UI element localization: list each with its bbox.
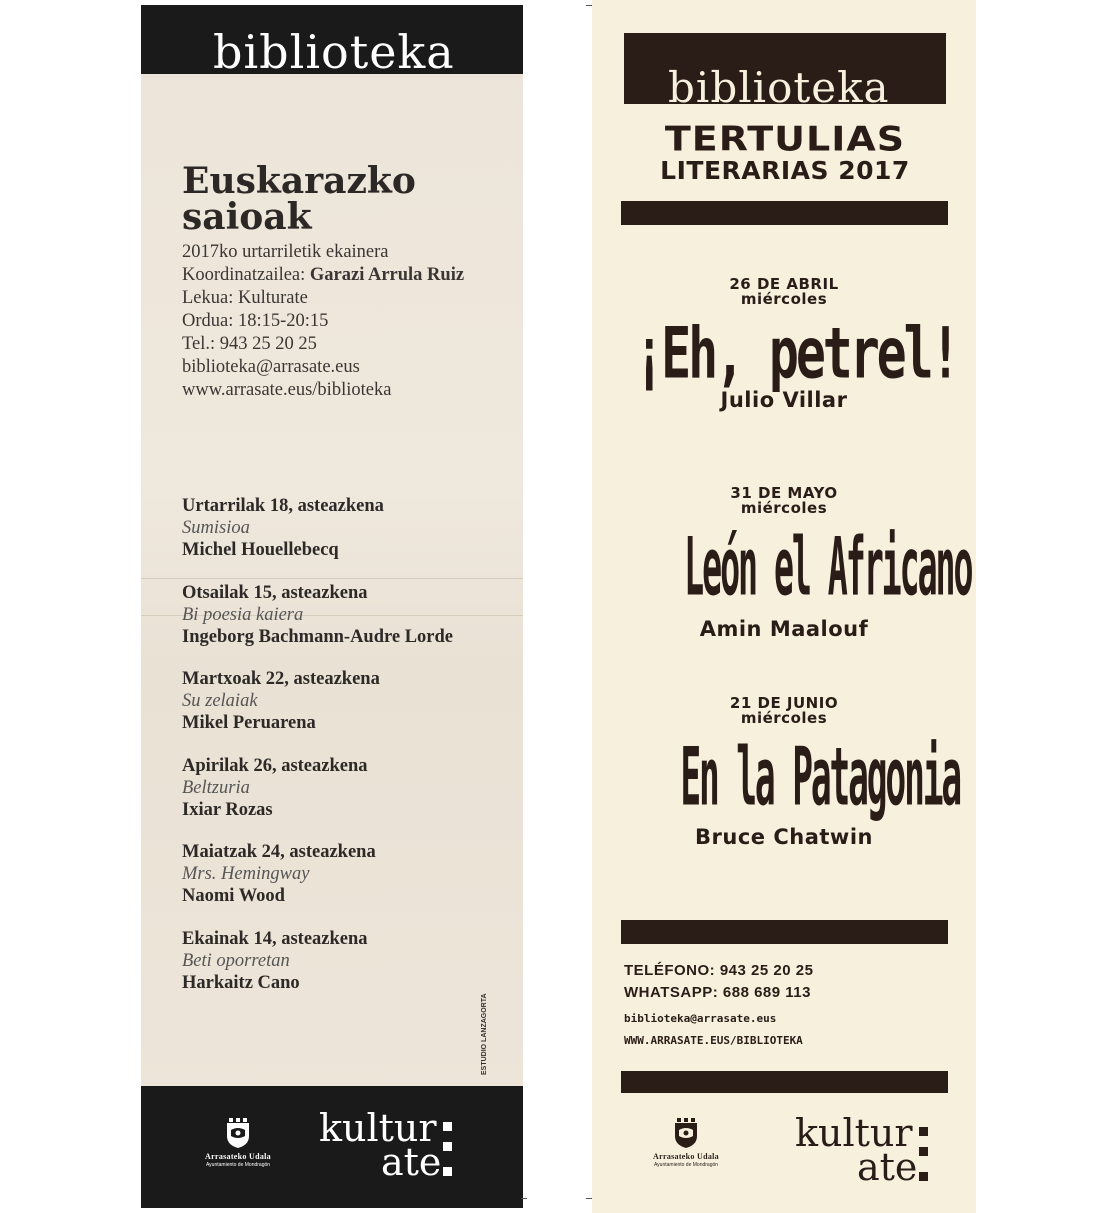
email-link[interactable]: biblioteka@arrasate.eus — [624, 1012, 777, 1025]
logo-square — [443, 1167, 452, 1176]
kulturate-logo: kultur ate — [319, 1108, 459, 1188]
biblioteka-logo: biblioteka — [668, 63, 890, 104]
page-title: Euskarazko saioak — [182, 160, 416, 238]
kulturate-logo: kultur ate — [795, 1113, 935, 1193]
hours: Ordua: 18:15-20:15 — [182, 311, 329, 331]
phone: TELÉFONO: 943 25 20 25 — [624, 962, 814, 979]
list-item — [182, 841, 512, 928]
biblioteka-logo: biblioteka — [213, 25, 455, 74]
event-day: miércoles — [740, 499, 828, 517]
council-logo: Arrasateko Udala Ayuntamiento de Mondragón — [636, 1118, 736, 1168]
footer-band — [141, 1086, 523, 1208]
list-item — [182, 755, 512, 842]
session-author: Ixiar Rozas — [182, 799, 273, 820]
divider-bar — [621, 1071, 948, 1093]
session-date: Urtarrilak 18, asteazkena — [182, 496, 384, 516]
contact-info — [624, 960, 946, 1052]
event-author: Bruce Chatwin — [695, 825, 873, 849]
header-band — [624, 33, 946, 104]
period: 2017ko urtarriletik ekainera — [182, 242, 389, 262]
coat-of-arms-icon — [225, 1118, 251, 1148]
email-link[interactable]: biblioteka@arrasate.eus — [182, 357, 360, 377]
logo-square — [443, 1122, 452, 1131]
session-author: Naomi Wood — [182, 886, 285, 906]
session-list — [182, 495, 512, 1014]
coordinator: Koordinatzailea: Garazi Arrula Ruiz — [182, 265, 465, 285]
session-book: Sumisioa — [182, 518, 250, 538]
program-info — [182, 241, 512, 402]
session-date: Maiatzak 24, asteazkena — [182, 842, 376, 862]
crop-mark — [586, 5, 592, 6]
session-author: Harkaitz Cano — [182, 972, 300, 993]
event-item — [592, 277, 976, 411]
session-author: Ingeborg Bachmann-Audre Lorde — [182, 626, 454, 647]
event-author: Julio Villar — [720, 388, 848, 412]
coat-of-arms-icon — [673, 1118, 699, 1148]
event-date: 21 DE JUNIO — [729, 694, 839, 712]
session-author: Michel Houellebecq — [182, 540, 339, 560]
header-band — [141, 5, 523, 74]
session-book: Beltzuria — [182, 777, 250, 798]
divider-bar — [621, 201, 948, 225]
web-link[interactable]: WWW.ARRASATE.EUS/BIBLIOTEKA — [624, 1034, 803, 1047]
session-book: Su zelaiak — [182, 691, 258, 711]
crop-mark — [521, 1198, 527, 1199]
event-day: miércoles — [740, 290, 828, 308]
crop-mark — [586, 1198, 592, 1199]
event-author: Amin Maalouf — [699, 617, 869, 641]
divider-bar — [621, 920, 948, 944]
event-title: En la Patagonia — [680, 731, 961, 825]
event-item — [592, 486, 976, 640]
design-credit: ESTUDIO LANZAGORTA — [481, 993, 488, 1075]
session-author: Mikel Peruarena — [182, 713, 316, 733]
web-link[interactable]: www.arrasate.eus/biblioteka — [182, 380, 392, 400]
event-title: León el Africano — [684, 521, 972, 615]
event-title: ¡Eh, petrel! — [634, 313, 958, 395]
session-date: Apirilak 26, asteazkena — [182, 755, 368, 776]
place: Lekua: Kulturate — [182, 288, 308, 308]
whatsapp: WHATSAPP: 688 689 113 — [624, 984, 811, 1001]
logo-square — [919, 1127, 928, 1136]
phone: Tel.: 943 25 20 25 — [182, 334, 317, 354]
list-item — [182, 582, 512, 669]
event-date: 26 DE ABRIL — [729, 275, 839, 293]
logo-square — [443, 1142, 452, 1151]
session-date: Ekainak 14, asteazkena — [182, 928, 368, 949]
event-item — [592, 696, 976, 848]
list-item — [182, 928, 512, 1015]
session-book: Beti oporretan — [182, 950, 290, 971]
session-book: Mrs. Hemingway — [182, 864, 310, 884]
session-date: Otsailak 15, asteazkena — [182, 582, 368, 603]
basque-sessions-bookmark — [141, 5, 523, 1208]
event-date: 31 DE MAYO — [730, 484, 838, 502]
council-logo: Arrasateko Udala Ayuntamiento de Mondragón — [188, 1118, 288, 1168]
list-item — [182, 495, 512, 582]
literary-tertulias-bookmark — [592, 0, 976, 1213]
logo-square — [919, 1172, 928, 1181]
session-book: Bi poesia kaiera — [182, 604, 304, 625]
logo-square — [919, 1147, 928, 1156]
session-date: Martxoak 22, asteazkena — [182, 669, 380, 689]
page-title: TERTULIAS LITERARIAS 2017 — [660, 119, 910, 185]
list-item — [182, 668, 512, 755]
event-day: miércoles — [740, 709, 828, 727]
